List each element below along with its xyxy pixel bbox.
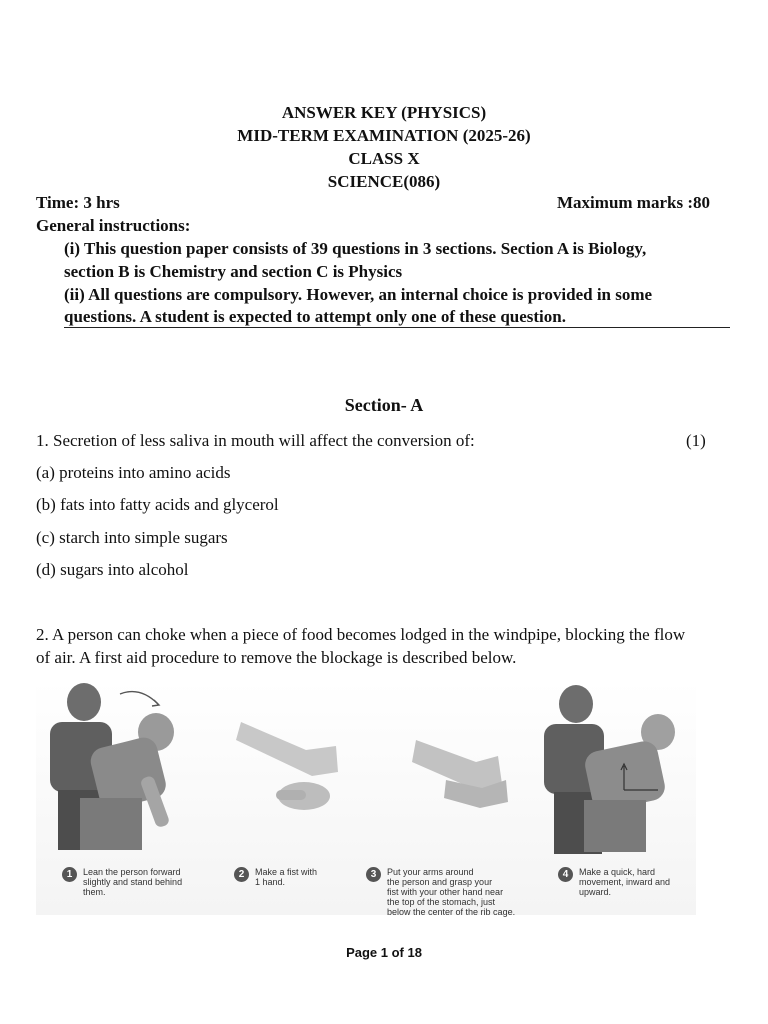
step-2-number: 2: [234, 867, 249, 882]
first-aid-illustration: [36, 680, 696, 860]
step-1-line: Lean the person forward: [83, 867, 181, 877]
step-3-line: below the center of the rib cage.: [387, 907, 516, 917]
instructions-divider: [64, 327, 730, 328]
step-1-number: 1: [62, 867, 77, 882]
header-subject: SCIENCE(086): [327, 172, 441, 191]
step-2: [234, 867, 317, 887]
step-1: [62, 867, 182, 897]
instructions-heading: General instructions:: [36, 216, 191, 235]
step-3-line: fist with your other hand near: [387, 887, 504, 897]
fist-illustration: [236, 722, 338, 810]
header-class: CLASS X: [348, 149, 420, 168]
question-1-marks: (1): [686, 431, 706, 450]
instruction-1-line1: (i) This question paper consists of 39 questions in 3 sections. Section A is Biology,: [64, 239, 647, 258]
question-1-text: 1. Secretion of less saliva in mouth will affect the conversion of:: [36, 431, 475, 450]
first-aid-figure: [36, 680, 696, 915]
question-1-option-d: (d) sugars into alcohol: [36, 560, 189, 579]
page-number: Page 1 of 18: [346, 945, 422, 960]
step-2-line: Make a fist with: [255, 867, 318, 877]
section-title: Section- A: [344, 395, 424, 415]
step-3-line: the top of the stomach, just: [387, 897, 496, 907]
step-4-number: 4: [558, 867, 573, 882]
step-3-line: the person and grasp your: [387, 877, 493, 887]
step-3: [366, 867, 515, 917]
step-4-line: movement, inward and: [579, 877, 671, 887]
step-3-line: Put your arms around: [387, 867, 474, 877]
step-4-line: upward.: [579, 887, 612, 897]
question-2-line2: of air. A first aid procedure to remove the blockage is described below.: [36, 648, 517, 667]
question-1-option-c: (c) starch into simple sugars: [36, 528, 228, 547]
step-4-line: Make a quick, hard: [579, 867, 656, 877]
question-2-line1: 2. A person can choke when a piece of food becomes lodged in the windpipe, blocking the flow: [36, 625, 686, 644]
question-1-option-b: (b) fats into fatty acids and glycerol: [36, 495, 279, 514]
abdominal-thrust-illustration: [544, 685, 675, 854]
step-4: [558, 867, 670, 897]
grasp-fist-illustration: [412, 740, 508, 808]
lean-forward-illustration: [50, 683, 174, 850]
header-exam: MID-TERM EXAMINATION (2025-26): [237, 126, 531, 145]
instruction-2-line2: questions. A student is expected to attempt only one of these question.: [64, 307, 566, 326]
instruction-1-line2: section B is Chemistry and section C is Physics: [64, 262, 403, 281]
question-1-option-a: (a) proteins into amino acids: [36, 463, 231, 482]
header-title: ANSWER KEY (PHYSICS): [281, 103, 487, 122]
time-label: Time: 3 hrs: [36, 193, 120, 212]
step-1-line: them.: [83, 887, 106, 897]
instruction-2-line1: (ii) All questions are compulsory. However, an internal choice is provided in some: [64, 285, 653, 304]
step-1-line: slightly and stand behind: [83, 877, 183, 887]
step-3-number: 3: [366, 867, 381, 882]
max-marks-label: Maximum marks :80: [557, 193, 710, 212]
step-2-line: 1 hand.: [255, 877, 286, 887]
